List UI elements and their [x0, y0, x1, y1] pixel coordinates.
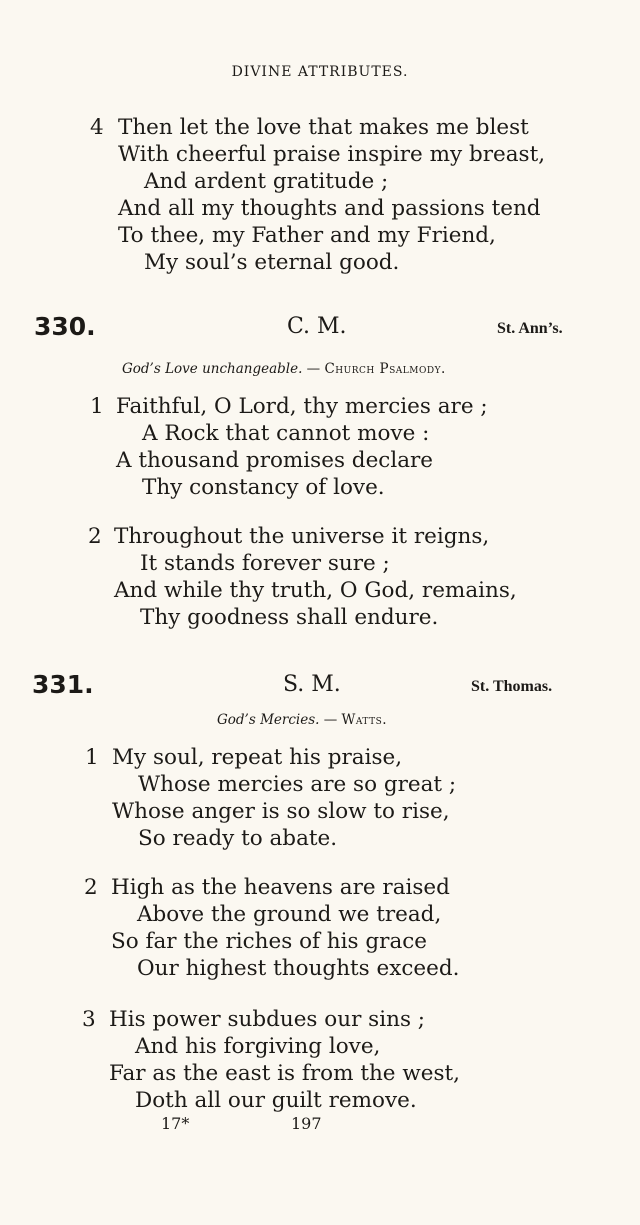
verse-line: So ready to abate. [138, 826, 338, 851]
verse-line: It stands forever sure ; [140, 551, 390, 576]
stanza-number: 2 [84, 875, 98, 900]
verse-line: Our highest thoughts exceed. [137, 956, 460, 981]
meter: S. M. [283, 672, 341, 697]
stanza-number: 1 [85, 745, 99, 770]
running-head: DIVINE ATTRIBUTES. [231, 64, 409, 80]
hymn-number: 330. [34, 312, 96, 341]
stanza-number: 1 [90, 394, 104, 419]
verse-line: A Rock that cannot move : [142, 421, 430, 446]
verse-line: And while thy truth, O God, remains, [114, 578, 517, 603]
stanza-number: 2 [88, 524, 102, 549]
verse-line: Whose anger is so slow to rise, [112, 799, 450, 824]
stanza-number: 4 [90, 115, 104, 140]
verse-line: With cheerful praise inspire my breast, [118, 142, 546, 167]
verse-line: So far the riches of his grace [111, 929, 428, 954]
tune-name: St. Ann’s. [497, 320, 563, 337]
verse-line: And ardent gratitude ; [144, 169, 389, 194]
subtitle-author: Watts. [341, 712, 388, 728]
verse-line: Then let the love that makes me blest [118, 115, 529, 140]
tune-name: St. Thomas. [471, 678, 553, 695]
verse-line: Whose mercies are so great ; [138, 772, 457, 797]
subtitle-separator: — [319, 712, 342, 728]
subtitle-title: God’s Mercies. [217, 712, 320, 728]
subtitle-title: God’s Love unchangeable. [122, 361, 303, 377]
verse-line: To thee, my Father and my Friend, [118, 223, 496, 248]
signature-mark: 17* [161, 1114, 190, 1133]
verse-line: My soul’s eternal good. [144, 250, 400, 275]
stanza-number: 3 [82, 1007, 96, 1032]
meter: C. M. [287, 314, 347, 339]
verse-line: Thy constancy of love. [142, 475, 385, 500]
subtitle-separator: — [302, 361, 325, 377]
verse-line: A thousand promises declare [116, 448, 434, 473]
hymn-subtitle [122, 361, 446, 377]
verse-line: My soul, repeat his praise, [112, 745, 403, 770]
verse-line: Far as the east is from the west, [109, 1061, 460, 1086]
verse-line: Faithful, O Lord, thy mercies are ; [116, 394, 488, 419]
verse-line: Doth all our guilt remove. [135, 1088, 417, 1113]
page-number: 197 [291, 1114, 322, 1133]
verse-line: Throughout the universe it reigns, [114, 524, 490, 549]
verse-line: High as the heavens are raised [111, 875, 450, 900]
hymn-subtitle [217, 712, 387, 728]
verse-line: Above the ground we tread, [137, 902, 442, 927]
verse-line: His power subdues our sins ; [109, 1007, 426, 1032]
verse-line: And all my thoughts and passions tend [118, 196, 541, 221]
verse-line: Thy goodness shall endure. [140, 605, 439, 630]
verse-line: And his forgiving love, [135, 1034, 381, 1059]
subtitle-author: Church Psalmody. [324, 361, 446, 377]
hymn-number: 331. [32, 670, 94, 699]
